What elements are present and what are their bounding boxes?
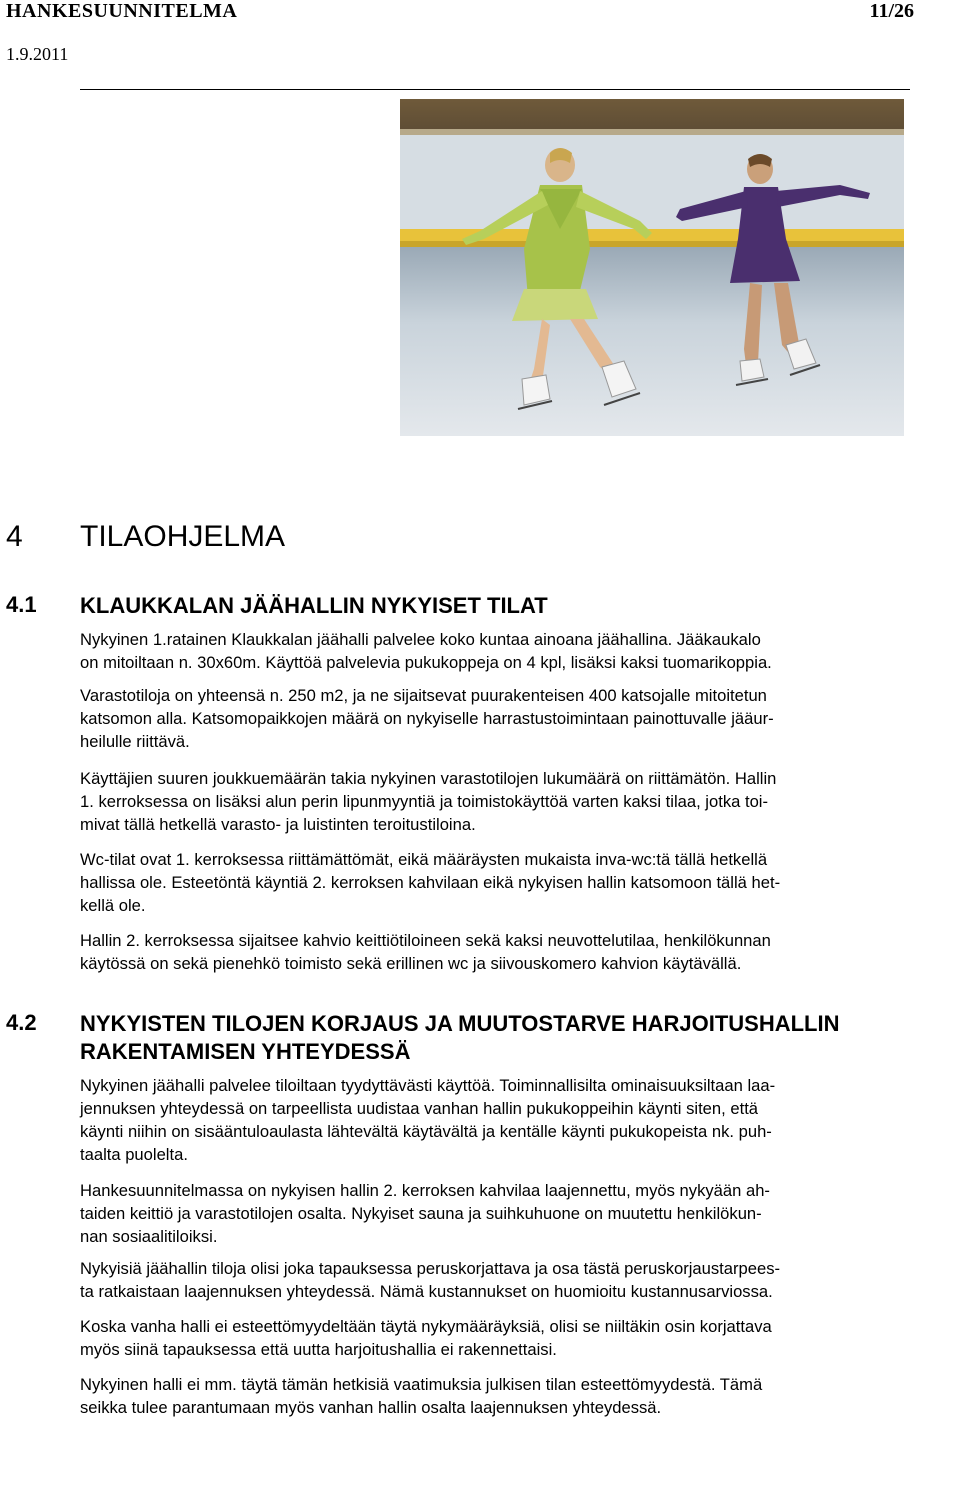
s41-paragraph-4 <box>80 929 910 975</box>
section-4-1-title: KLAUKKALAN JÄÄHALLIN NYKYISET TILAT <box>80 593 548 618</box>
text-line: Hallin 2. kerroksessa sijaitsee kahvio keittiötiloineen sekä kaksi neuvottelutilaa, henkilökunnan <box>80 931 771 950</box>
text-line: ta ratkaistaan laajennuksen yhteydessä. Nämä kustannukset on huomioitu kustannusarviossa. <box>80 1282 773 1301</box>
section-4-2-title-line: RAKENTAMISEN YHTEYDESSÄ <box>80 1039 411 1064</box>
header-date: 1.9.2011 <box>6 44 69 64</box>
s42-paragraph-1 <box>80 1074 910 1166</box>
text-line: Wc-tilat ovat 1. kerroksessa riittämättömät, eikä määräysten mukaista inva-wc:tä tällä hetkellä <box>80 850 768 869</box>
text-line: kellä ole. <box>80 896 146 915</box>
header-title: HANKESUUNNITELMA <box>6 0 238 22</box>
section-4-number: 4 <box>6 520 23 553</box>
text-line: nan sosiaalitiloiksi. <box>80 1227 218 1246</box>
text-line: myös siinä tapauksessa että uutta harjoitushallia ei rakennettaisi. <box>80 1340 557 1359</box>
s42-paragraph-5 <box>80 1373 910 1419</box>
text-line: 1. kerroksessa on lisäksi alun perin lipunmyyntiä ja toimistokäyttöä varten kaksi tilaa, jotka toi- <box>80 792 769 811</box>
text-line: heilulle riittävä. <box>80 732 190 751</box>
text-line: käynti niihin on sisääntuloaulasta lähtevältä käytävältä ja kentälle käynti pukukopeista nk. puh- <box>80 1122 772 1141</box>
s42-paragraph-3 <box>80 1257 910 1303</box>
s42-paragraph-2 <box>80 1179 910 1248</box>
text-line: taalta puolelta. <box>80 1145 188 1164</box>
text-line: taiden keittiö ja varastotilojen osalta. Nykyiset sauna ja suihkuhuone on muutettu henkilökun- <box>80 1204 762 1223</box>
text-line: käytössä on sekä pienehkö toimisto sekä erillinen wc ja siivouskomero kahvion käytävällä. <box>80 954 742 973</box>
header-page-number: 11/26 <box>869 0 914 22</box>
text-line: Nykyinen 1.ratainen Klaukkalan jäähalli palvelee koko kuntaa ainoana jäähallina. Jääkaukalo <box>80 630 761 649</box>
section-4-2-number: 4.2 <box>6 1010 37 1035</box>
s41-paragraph-1 <box>80 628 910 753</box>
header-rule <box>80 89 910 90</box>
s41-paragraph-2 <box>80 767 910 836</box>
text-line: Nykyisiä jäähallin tiloja olisi joka tapauksessa peruskorjattava ja osa tästä peruskorjaustarpees- <box>80 1259 781 1278</box>
text-line: Käyttäjien suuren joukkuemäärän takia nykyinen varastotilojen lukumäärä on riittämätön. Hallin <box>80 769 777 788</box>
s42-paragraph-4 <box>80 1315 910 1361</box>
s41-paragraph-3 <box>80 848 910 917</box>
section-4-title: TILAOHJELMA <box>80 520 286 553</box>
text-line: mivat tällä hetkellä varasto- ja luistinten teroitustiloina. <box>80 815 476 834</box>
figure-skaters-photo <box>400 99 904 436</box>
text-line: seikka tulee parantumaan myös vanhan hallin osalta laajennuksen yhteydessä. <box>80 1398 662 1417</box>
section-4-1-number: 4.1 <box>6 592 37 617</box>
text-line: Nykyinen jäähalli palvelee tiloiltaan tyydyttävästi käyttöä. Toiminnallisilta ominaisuuksiltaan laa- <box>80 1076 776 1095</box>
text-line: on mitoiltaan n. 30x60m. Käyttöä palvelevia pukukoppeja on 4 kpl, lisäksi kaksi tuomarikoppia. <box>80 653 772 672</box>
section-4-2-title-line: NYKYISTEN TILOJEN KORJAUS JA MUUTOSTARVE HARJOITUSHALLIN <box>80 1011 840 1036</box>
text-line: hallissa ole. Esteetöntä käyntiä 2. kerroksen kahvilaan eikä nykyisen hallin katsomoon tällä het- <box>80 873 781 892</box>
text-line: Nykyinen halli ei mm. täytä tämän hetkisiä vaatimuksia julkisen tilan esteettömyydestä. Tämä <box>80 1375 763 1394</box>
text-line: Hankesuunnitelmassa on nykyisen hallin 2. kerroksen kahvilaa laajennettu, myös nykyään ah- <box>80 1181 770 1200</box>
text-line: Varastotiloja on yhteensä n. 250 m2, ja ne sijaitsevat puurakenteisen 400 katsojalle mitoitetun <box>80 686 767 705</box>
text-line: katsomon alla. Katsomopaikkojen määrä on nykyiselle harrastustoimintaan painottuvalle jääur- <box>80 709 774 728</box>
section-4-2-title <box>80 1010 920 1066</box>
text-line: jennuksen yhteydessä on tarpeellista uudistaa vanhan hallin pukukoppeihin käynti siten, että <box>80 1099 759 1118</box>
text-line: Koska vanha halli ei esteettömyydeltään täytä nykymääräyksiä, olisi se niiltäkin osin korjattava <box>80 1317 772 1336</box>
